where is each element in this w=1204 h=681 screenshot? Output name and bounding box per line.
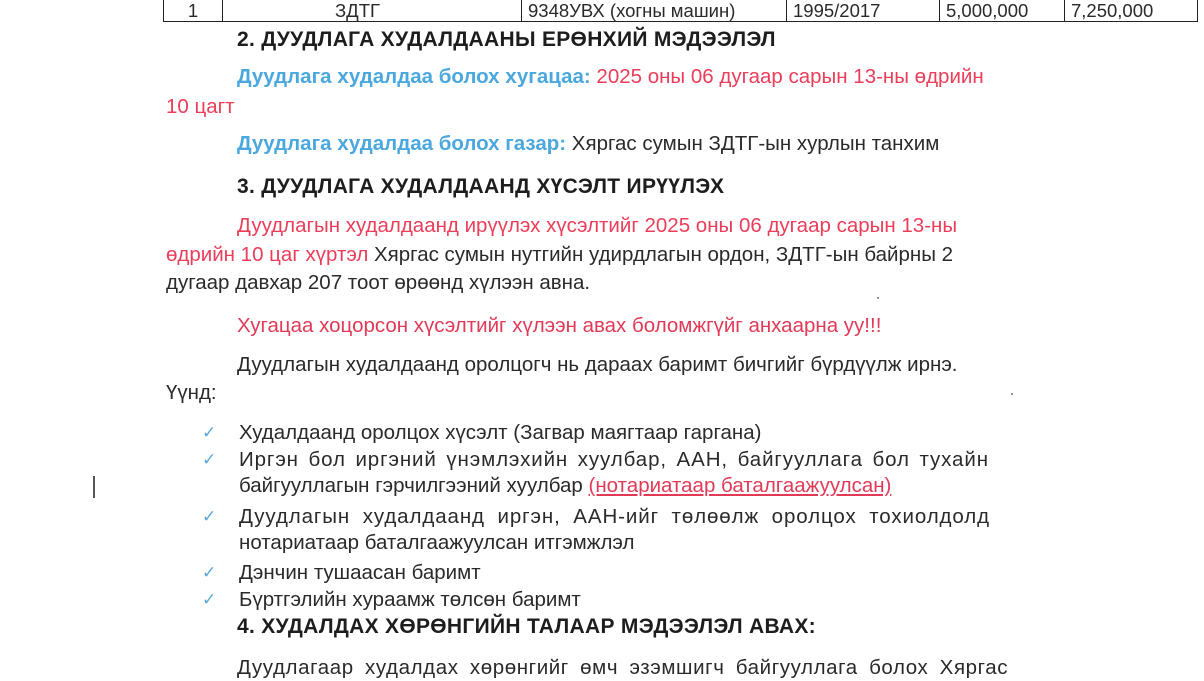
list-item: [202, 420, 1110, 446]
bullet-line: [239, 473, 1110, 499]
list-item: [202, 560, 1110, 586]
list-item: [202, 504, 1110, 556]
documents-intro: Дуудлагын худалдаанд оролцогч нь дараах баримт бичгийг бүрдүүлж ирнэ.: [237, 353, 958, 376]
deadline-location: Хяргас сумын нутгийн удирдлагын ордон, ЗДТГ-ын байрны 2: [368, 243, 954, 266]
table-cell-number: 1: [164, 0, 223, 22]
checkmark-icon: ✓: [202, 450, 217, 469]
documents-intro-cont: Үүнд:: [166, 381, 217, 404]
table-cell-year: 1995/2017: [787, 0, 940, 22]
bullet-text: Худалдаанд оролцох хүсэлт (Загвар маягтаар гаргана): [239, 421, 762, 444]
bullet-line: нотариатаар баталгаажуулсан итгэмжлэл: [239, 531, 635, 554]
checkmark-icon: ✓: [202, 590, 217, 609]
list-item: [202, 447, 1110, 499]
auction-time-label: Дуудлага худалдаа болох хугацаа:: [237, 65, 591, 88]
auction-place-label: Дуудлага худалдаа болох газар:: [237, 132, 567, 155]
auction-time-value: 2025 оны 06 дугаар сарын 13-ны өдрийн: [590, 65, 984, 88]
table-cell-asset: 9348УВХ (хогны машин): [522, 0, 787, 22]
notarized-note: (нотариатаар баталгаажуулсан): [588, 474, 892, 497]
auction-time-line: [237, 64, 984, 90]
auction-place-line: [237, 131, 939, 157]
bullet-text: [239, 447, 1110, 499]
checkmark-icon: ✓: [202, 563, 217, 582]
list-item: [202, 587, 1110, 613]
bullet-text: Бүртгэлийн хураамж төлсөн баримт: [239, 588, 581, 611]
scan-speck: [877, 297, 879, 299]
auction-place-value: Хяргас сумын ЗДТГ-ын хурлын танхим: [566, 132, 940, 155]
checkmark-icon: ✓: [202, 423, 217, 442]
bullet-line-text: байгууллагын гэрчилгээний хуулбар: [239, 474, 589, 497]
late-submission-warning: Хугацаа хоцорсон хүсэлтийг хүлээн авах боломжгүйг анхаарна уу!!!: [237, 314, 882, 337]
deadline-line-3: дугаар давхар 207 тоот өрөөнд хүлээн авна.: [166, 271, 591, 294]
scan-speck: [1011, 393, 1013, 395]
bullet-line: Иргэн бол иргэний үнэмлэхийн хуулбар, ААН, байгууллага бол тухайн: [239, 448, 989, 471]
table-row: [164, 0, 1198, 22]
section-3-heading: 3. ДУУДЛАГА ХУДАЛДААНД ХҮСЭЛТ ИРҮҮЛЭХ: [237, 175, 725, 198]
scan-mark: [93, 476, 95, 498]
deadline-line-2: [166, 242, 953, 268]
table-cell-start-price: 5,000,000: [940, 0, 1065, 22]
checkmark-icon: ✓: [202, 507, 217, 526]
deadline-red-part: өдрийн 10 цаг хүртэл: [166, 243, 369, 266]
table-cell-value: 7,250,000: [1065, 0, 1198, 22]
table-cell-owner: ЗДТГ: [223, 0, 522, 22]
bullet-text: Дэнчин тушаасан баримт: [239, 561, 481, 584]
section-4-paragraph: Дуудлагаар худалдах хөрөнгийг өмч эзэмшигч байгууллага болох Хяргас: [237, 656, 1009, 679]
auction-time-value-cont: 10 цагт: [166, 95, 235, 118]
deadline-line-1: Дуудлагын худалдаанд ирүүлэх хүсэлтийг 2025 оны 06 дугаар сарын 13-ны: [237, 214, 958, 237]
section-4-heading: 4. ХУДАЛДАХ ХӨРӨНГИЙН ТАЛААР МЭДЭЭЛЭЛ АВАХ:: [237, 615, 816, 638]
bullet-text: [239, 504, 1110, 556]
asset-table-fragment: [163, 0, 1198, 22]
bullet-line: Дуудлагын худалдаанд иргэн, ААН-ийг төлөөлж оролцох тохиолдолд: [239, 505, 990, 528]
section-2-heading: 2. ДУУДЛАГА ХУДАЛДААНЫ ЕРӨНХИЙ МЭДЭЭЛЭЛ: [237, 28, 776, 51]
